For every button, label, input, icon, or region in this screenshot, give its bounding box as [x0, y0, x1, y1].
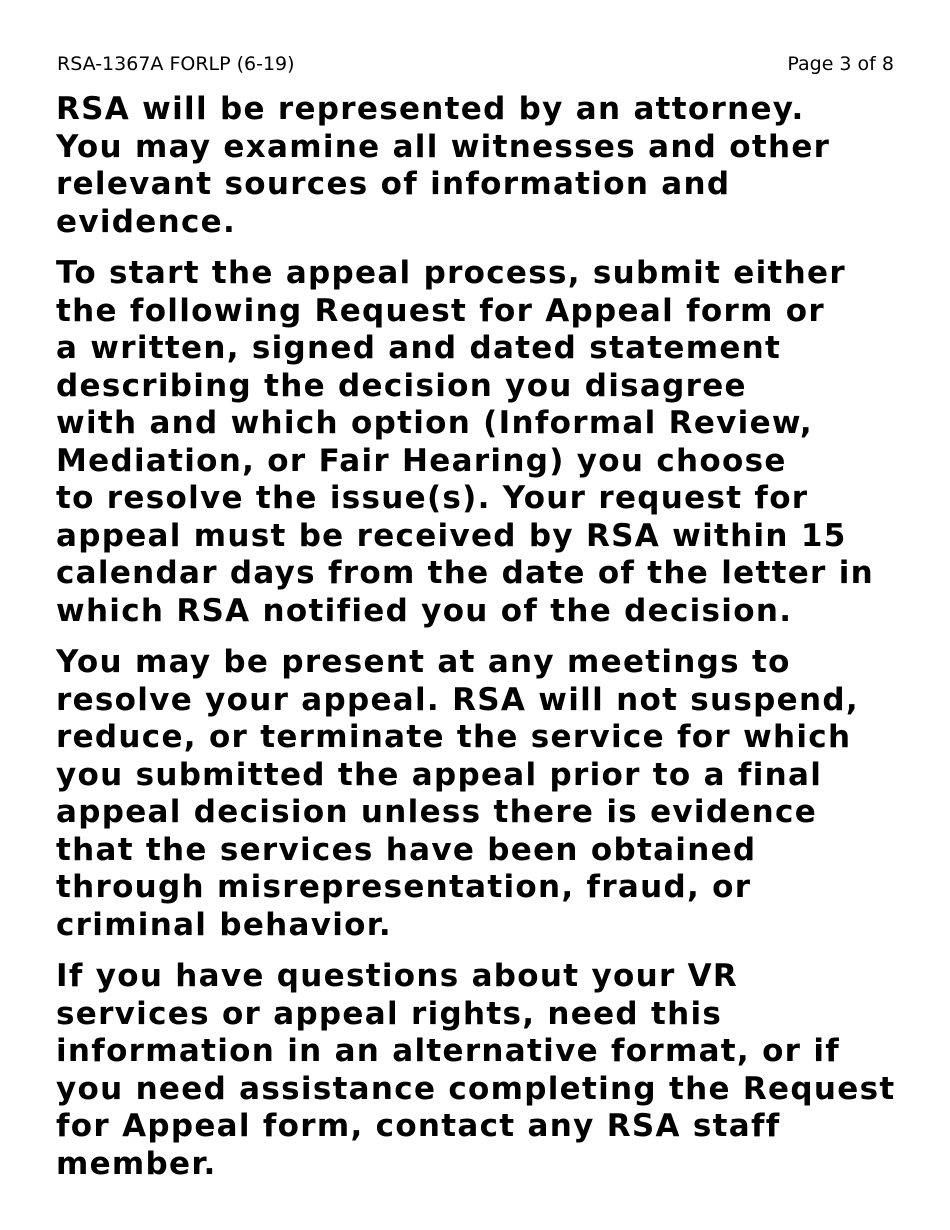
paragraph-line: You may be present at any meetings to: [56, 644, 791, 680]
paragraph-line: you need assistance completing the Request: [56, 1070, 896, 1107]
paragraph-line: appeal must be received by RSA within 15: [56, 517, 847, 554]
paragraph-line: a written, signed and dated statement: [56, 330, 782, 366]
paragraph-line: To start the appeal process, submit either: [56, 255, 846, 291]
paragraph-line: that the services have been obtained: [56, 831, 757, 868]
paragraph-line: describing the decision you disagree: [56, 367, 747, 404]
paragraph-line: criminal behavior.: [56, 906, 393, 943]
page-number: Page 3 of 8: [787, 53, 894, 75]
paragraph-line: services or appeal rights, need this: [56, 995, 723, 1032]
paragraph-line: evidence.: [56, 203, 237, 240]
paragraph-line: relevant sources of information and: [56, 166, 731, 202]
paragraph-line: which RSA notified you of the decision.: [56, 592, 793, 629]
paragraph-start-appeal: [56, 255, 906, 630]
paragraph-line: you submitted the appeal prior to a final: [56, 756, 823, 793]
paragraph-attorney-representation: [56, 91, 906, 241]
paragraph-line: calendar days from the date of the letter in: [56, 555, 875, 591]
paragraph-line: You may examine all witnesses and other: [56, 128, 831, 165]
paragraph-line: resolve your appeal. RSA will not suspend,: [56, 681, 859, 718]
page-header: [57, 52, 894, 76]
paragraph-line: the following Request for Appeal form or: [56, 292, 825, 329]
paragraph-meetings-present: [56, 644, 906, 944]
paragraph-line: member.: [56, 1145, 217, 1182]
paragraph-line: for Appeal form, contact any RSA staff: [56, 1108, 781, 1144]
paragraph-line: with and which option (Informal Review,: [56, 405, 813, 441]
document-body: [56, 91, 906, 1197]
paragraph-line: appeal decision unless there is evidence: [56, 794, 818, 830]
paragraph-questions-contact: [56, 958, 906, 1183]
paragraph-line: to resolve the issue(s). Your request for: [56, 480, 809, 516]
form-id: RSA-1367A FORLP (6-19): [57, 53, 295, 75]
paragraph-line: Mediation, or Fair Hearing) you choose: [56, 442, 787, 479]
paragraph-line: If you have questions about your VR: [56, 958, 739, 994]
paragraph-line: through misrepresentation, fraud, or: [56, 869, 752, 905]
paragraph-line: reduce, or terminate the service for which: [56, 719, 852, 755]
paragraph-line: RSA will be represented by an attorney.: [56, 91, 805, 127]
paragraph-line: information in an alternative format, or if: [56, 1033, 841, 1069]
